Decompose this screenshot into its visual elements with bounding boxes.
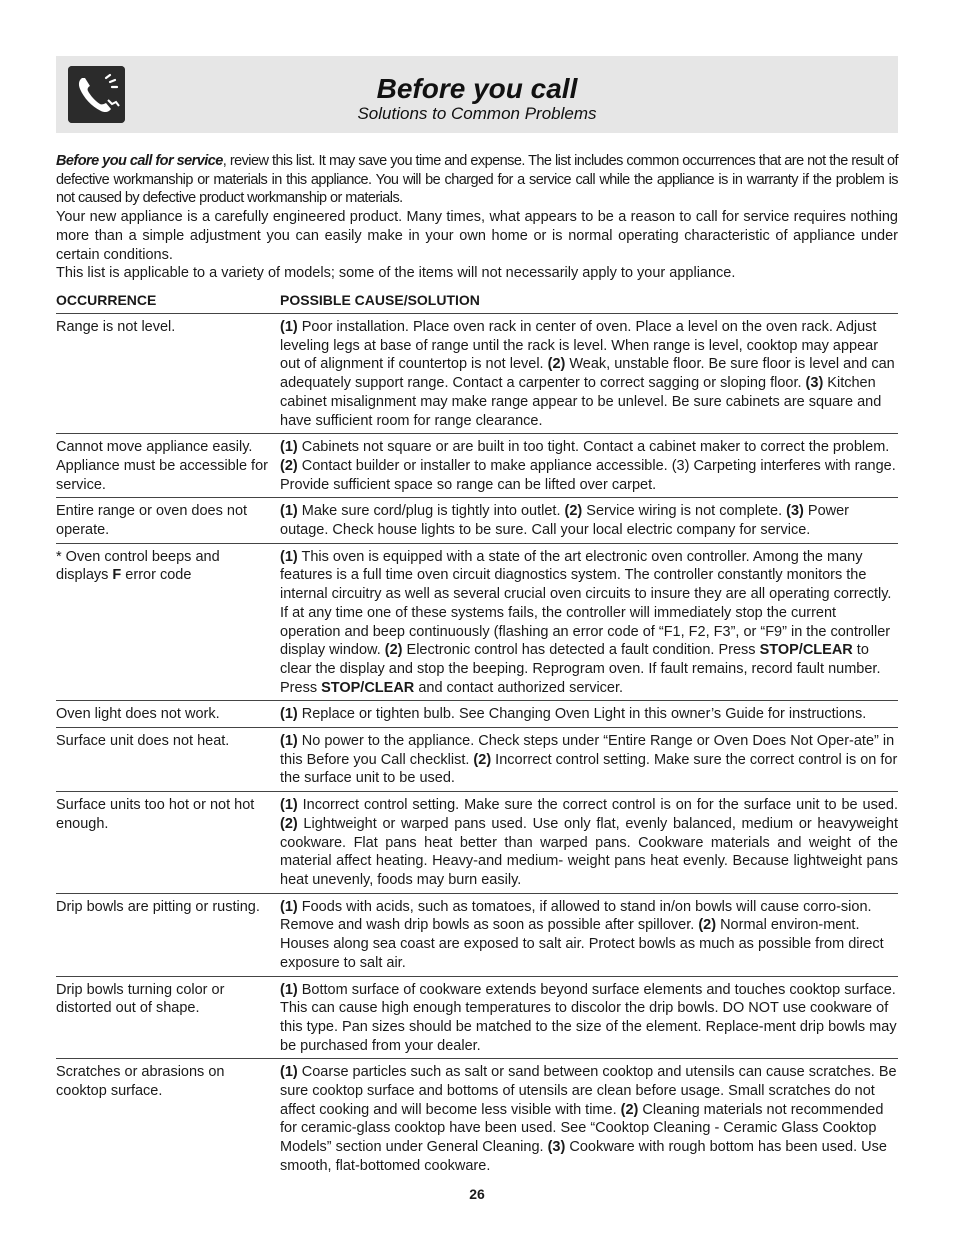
text-run: This oven is equipped with a state of the art electronic oven controller. Among the many features is a full time oven circuit diagnostics system. The controller constantly monitors the internal circuitry as well as several crucial oven circuits to insure they are all operating correctly. If at any time one of these systems fails, the controller will immediately stop the current operation and beep continuously (flashing an error code of “F1, F2, F3”, or “F9” in the controller display window. [280,548,892,659]
intro-paragraph-3: This list is applicable to a variety of models; some of the items will not necessarily apply to your appliance. [56,265,736,282]
table-header [56,291,898,314]
text-run: Power outage. Check house lights to be sure. Call your local electric company for service. [280,503,850,539]
text-run: No power to the appliance. Check steps under “Entire Range or Oven Does Not Oper-ate” in this Before you Call checklist. [280,733,895,768]
text-run: * Oven control beeps and displays [56,548,220,584]
table-row [56,701,898,728]
page-number: 26 [469,1186,485,1202]
text-run: Weak, unstable floor. Be sure floor is level and can adequately support range. Contact a carpenter to correct sagging or sloping floor. [280,356,895,392]
bold-text: (1) [280,981,298,998]
text-run: Cookware with rough bottom has been used. Use smooth, flat-bottomed cookware. [280,1139,887,1174]
bold-text: STOP/CLEAR [759,642,853,659]
text-run: Contact builder or installer to make appliance accessible. (3) Carpeting interferes with range. Provide sufficient space so range can be lifted over carpet. [280,457,896,493]
occurrence-cell: Surface units too hot or not hot enough. [56,797,255,832]
text-run: to clear the display and stop the beeping. Reprogram oven. If fault remains, record fault number. Press [280,642,881,696]
table-body [56,314,898,1179]
bold-text: (2) [384,642,403,659]
intro-p1-text: , review this list. It may save you time and expense. The list includes common occurrences that are not the result of defective workmanship or materials in this appliance. You will be charged for a service call while the appliance is in warranty if the problem is not caused by defective product workmanship or materials. [56,153,898,207]
text-run: Incorrect control setting. Make sure the correct control is on for the surface unit to be used. [297,797,898,814]
intro-lead: Before you call for service [56,153,223,169]
solution-cell [280,796,898,890]
table-row [56,544,898,702]
solution-header: POSSIBLE CAUSE/SOLUTION [280,292,480,308]
occurrence-cell: Drip bowls turning color or distorted out of shape. [56,981,225,1017]
bold-text: (1) [280,1064,298,1081]
bold-text: (1) [280,503,298,520]
bold-text: (2) [473,751,492,768]
text-run: Bottom surface of cookware extends beyond surface elements and touches cooktop surface. This can cause high enough temperatures to discolor the drip bowls. DO NOT use cookware of this type. Pan sizes should be matched to the size of the element. Replace-ment drip bowls may be purchased from your dealer. [280,981,897,1054]
table-row [56,728,898,792]
occurrence-cell: Surface unit does not heat. [56,733,230,750]
page-subtitle: Solutions to Common Problems [357,104,597,123]
solution-cell [280,1063,898,1175]
table-row [56,1059,898,1178]
text-run: Foods with acids, such as tomatoes, if allowed to stand in/on bowls will cause corro-sion. Remove and wash drip bowls as soon as possible after spillover. [280,898,872,934]
bold-text: (1) [280,733,298,750]
occurrence-cell: Range is not level. [56,319,176,335]
bold-text: (3) [805,375,824,392]
bold-text: (2) [620,1101,639,1118]
text-run: Lightweight or warped pans used. Use only flat, evenly balanced, medium or heavyweight cookware. Flat pans heat better than warped pans. Cookware materials and weight of the material affect heating. Heavy-and medium- weight pans heat evenly. Because lightweight pans heat unevenly, foods may burn easily. [280,815,898,888]
solution-cell [280,981,898,1056]
bold-text: F [112,567,122,584]
table-row [56,434,898,498]
text-run: Normal environ-ment. Houses along sea coast are exposed to salt air. Protect bowls as much as possible from direct exposure to salt air. [280,917,884,971]
intro-paragraph-2: Your new appliance is a carefully engineered product. Many times, what appears to be a reason to call for service requires nothing more than a simple adjustment you can easily make in your own home or is normal operating characteristic of appliance under certain conditions. [56,209,898,263]
bold-text: (2) [547,356,566,373]
occurrence-cell: Cannot move appliance easily. Appliance must be accessible for service. [56,439,268,493]
text-run: Make sure cord/plug is tightly into outlet. [297,503,565,520]
intro-paragraph-1 [56,152,898,208]
bold-text: (3) [786,503,804,520]
solution-cell [280,705,898,724]
text-run: Coarse particles such as salt or sand between cooktop and utensils can cause scratches. Be sure cooktop surface and bottoms of utensils are clean before usage. Small scratches do not affect cooking and will become less visible with time. [280,1064,897,1118]
table-row [56,977,898,1060]
solution-cell [280,438,898,494]
text-run: Cleaning materials not recommended for ceramic-glass cooktop have been used. See “Cooktop Cleaning - Ceramic Glass Cooktop Models” section under General Cleaning. [280,1101,884,1156]
bold-text: (2) [698,917,717,934]
table-row [56,894,898,977]
table-row [56,314,898,434]
occurrence-cell [56,548,280,698]
solution-cell [280,502,898,539]
occurrence-cell: Scratches or abrasions on cooktop surface. [56,1064,225,1100]
bold-text: (2) [280,815,298,832]
text-run: Incorrect control setting. Make sure the correct control is on for the surface unit to be used. [280,751,898,787]
bold-text: (2) [564,503,583,520]
bold-text: (1) [280,898,298,915]
bold-text: STOP/CLEAR [321,679,415,696]
solution-cell [280,898,898,973]
bold-text: (2) [280,457,298,474]
text-run: and contact authorized servicer. [414,679,624,696]
bold-text: (1) [280,706,298,723]
text-run: Service wiring is not complete. [582,503,787,520]
troubleshooting-table [56,291,898,1179]
solution-cell [280,732,898,788]
text-run: Poor installation. Place oven rack in center of oven. Place a level on the oven rack. Adjust leveling legs at base of range until the rack is level. When range is level, cooktop may appear out of alignment if countertop is not level. [280,319,879,373]
table-row [56,498,898,543]
occurrence-cell: Entire range or oven does not operate. [56,503,248,539]
bold-text: (1) [280,548,298,565]
solution-cell [280,318,898,430]
occurrence-cell: Drip bowls are pitting or rusting. [56,898,260,915]
text-run: Electronic control has detected a fault condition. Press [402,642,760,659]
bold-text: (3) [547,1139,566,1156]
text-run: Kitchen cabinet misalignment may make range appear to be unlevel. Be sure cabinets are square and have sufficient room for range clearance. [280,375,882,429]
bold-text: (1) [280,439,298,456]
occurrence-header: OCCURRENCE [56,292,157,308]
page-title: Before you call [376,73,578,104]
text-run: Replace or tighten bulb. See Changing Oven Light in this owner’s Guide for instructions. [297,706,867,723]
page-header [56,56,898,133]
solution-cell [280,548,898,698]
text-run: error code [121,567,192,584]
text-run: Cabinets not square or are built in too tight. Contact a cabinet maker to correct the problem. [297,439,890,456]
bold-text: (1) [280,797,298,814]
occurrence-cell: Oven light does not work. [56,706,220,723]
bold-text: (1) [280,319,298,335]
table-row [56,792,898,894]
intro-text [56,152,898,283]
